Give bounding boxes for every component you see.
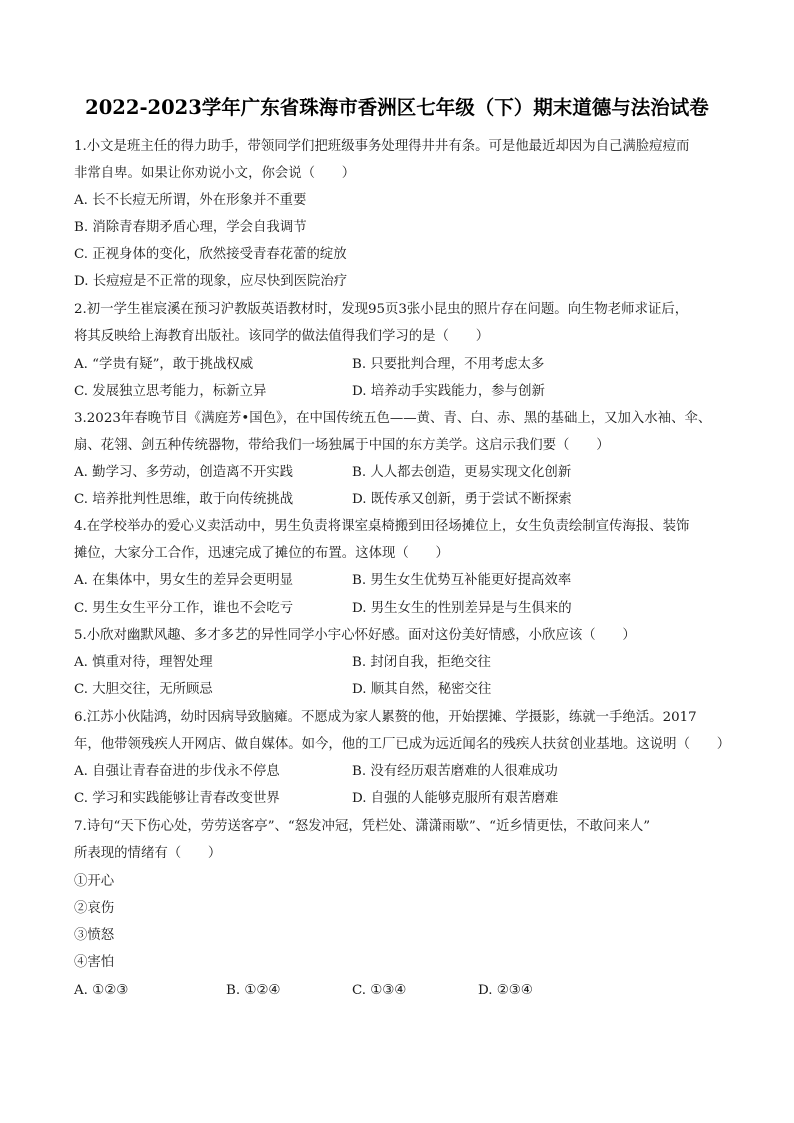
question-6-option-a: A. 自强让青春奋进的步伐永不停息 [74,764,280,779]
question-7-item-1: ①开心 [74,874,115,889]
question-4-option-b: B. 男生女生优势互补能更好提高效率 [352,573,572,588]
question-2-option-c: C. 发展独立思考能力，标新立异 [74,384,267,399]
question-7-option-d: D. ②③④ [478,983,533,998]
question-3-option-a: A. 勤学习、多劳动，创造离不开实践 [74,465,294,480]
question-5-option-b: B. 封闭自我，拒绝交往 [352,655,491,670]
question-3-option-d: D. 既传承又创新，勇于尝试不断探索 [352,492,572,507]
question-7-item-4: ④害怕 [74,955,115,970]
question-5-option-c: C. 大胆交往，无所顾忌 [74,682,213,697]
question-3-line-2: 扇、花翎、剑五种传统器物，带给我们一场独属于中国的东方美学。这启示我们要（ ） [74,438,610,453]
page-title: 2022-2023学年广东省珠海市香洲区七年级（下）期末道德与法治试卷 [85,96,709,119]
question-6-line-2: 年，他带领残疾人开网店、做自媒体。如今，他的工厂已成为远近闻名的残疾人扶贫创业基地。这说明（ ） [74,737,731,752]
question-3-option-b: B. 人人都去创造，更易实现文化创新 [352,465,572,480]
question-7-option-c: C. ①③④ [352,983,407,998]
question-5-option-a: A. 慎重对待，理智处理 [74,655,213,670]
question-5-option-d: D. 顺其自然，秘密交往 [352,682,492,697]
question-3-option-c: C. 培养批判性思维，敢于向传统挑战 [74,492,294,507]
question-1-line-1: 1.小文是班主任的得力助手，带领同学们把班级事务处理得井井有条。可是他最近却因为自己满脸痘痘而 [74,139,690,154]
question-1-line-2: 非常自卑。如果让你劝说小文，你会说（ ） [74,166,356,181]
question-3-line-1: 3.2023年春晚节目《满庭芳•国色》，在中国传统五色——黄、青、白、赤、黑的基础上，又加入水袖、伞、 [74,411,712,426]
question-2-option-b: B. 只要批判合理，不用考虑太多 [352,357,545,372]
question-4-line-2: 摊位，大家分工合作，迅速完成了摊位的布置。这体现（ ） [74,546,449,561]
question-1-option-d: D. 长痘痘是不正常的现象，应尽快到医院治疗 [74,274,348,289]
question-4-line-1: 4.在学校举办的爱心义卖活动中，男生负责将课室桌椅搬到田径场摊位上，女生负责绘制宣传海报、装饰 [74,519,690,534]
question-7-item-2: ②哀伤 [74,901,115,916]
question-7-line-1: 7.诗句“天下伤心处，劳劳送客亭”、“怒发冲冠，凭栏处、潇潇雨歇”、“近乡情更怯，不敢问来人” [74,819,651,834]
question-2-option-a: A. “学贵有疑”，敢于挑战权威 [74,357,254,372]
question-7-option-b: B. ①②④ [226,983,281,998]
question-4-option-c: C. 男生女生平分工作，谁也不会吃亏 [74,601,294,616]
question-1-option-c: C. 正视身体的变化，欣然接受青春花蕾的绽放 [74,247,347,262]
question-7-option-a: A. ①②③ [74,983,129,998]
question-7-item-3: ③愤怒 [74,928,115,943]
question-2-option-d: D. 培养动手实践能力，参与创新 [352,384,545,399]
question-4-option-d: D. 男生女生的性别差异是与生俱来的 [352,601,572,616]
question-2-line-1: 2.初一学生崔宸溪在预习沪教版英语教材时，发现95页3张小昆虫的照片存在问题。向生物老师求证后， [74,302,689,317]
question-6-option-c: C. 学习和实践能够让青春改变世界 [74,791,280,806]
question-1-option-a: A. 长不长痘无所谓，外在形象并不重要 [74,193,307,208]
question-6-line-1: 6.江苏小伙陆鸿，幼时因病导致脑瘫。不愿成为家人累赘的他，开始摆摊、学摄影，练就一手绝活。2017 [74,710,697,725]
question-1-option-b: B. 消除青春期矛盾心理，学会自我调节 [74,220,307,235]
question-2-line-2: 将其反映给上海教育出版社。该同学的做法值得我们学习的是（ ） [74,329,490,344]
question-6-option-d: D. 自强的人能够克服所有艰苦磨难 [352,791,559,806]
question-4-option-a: A. 在集体中，男女生的差异会更明显 [74,573,294,588]
question-5-line-1: 5.小欣对幽默风趣、多才多艺的异性同学小宇心怀好感。面对这份美好情感，小欣应该（ ） [74,628,636,643]
question-6-option-b: B. 没有经历艰苦磨难的人很难成功 [352,764,558,779]
question-7-line-2: 所表现的情绪有（ ） [74,846,222,861]
